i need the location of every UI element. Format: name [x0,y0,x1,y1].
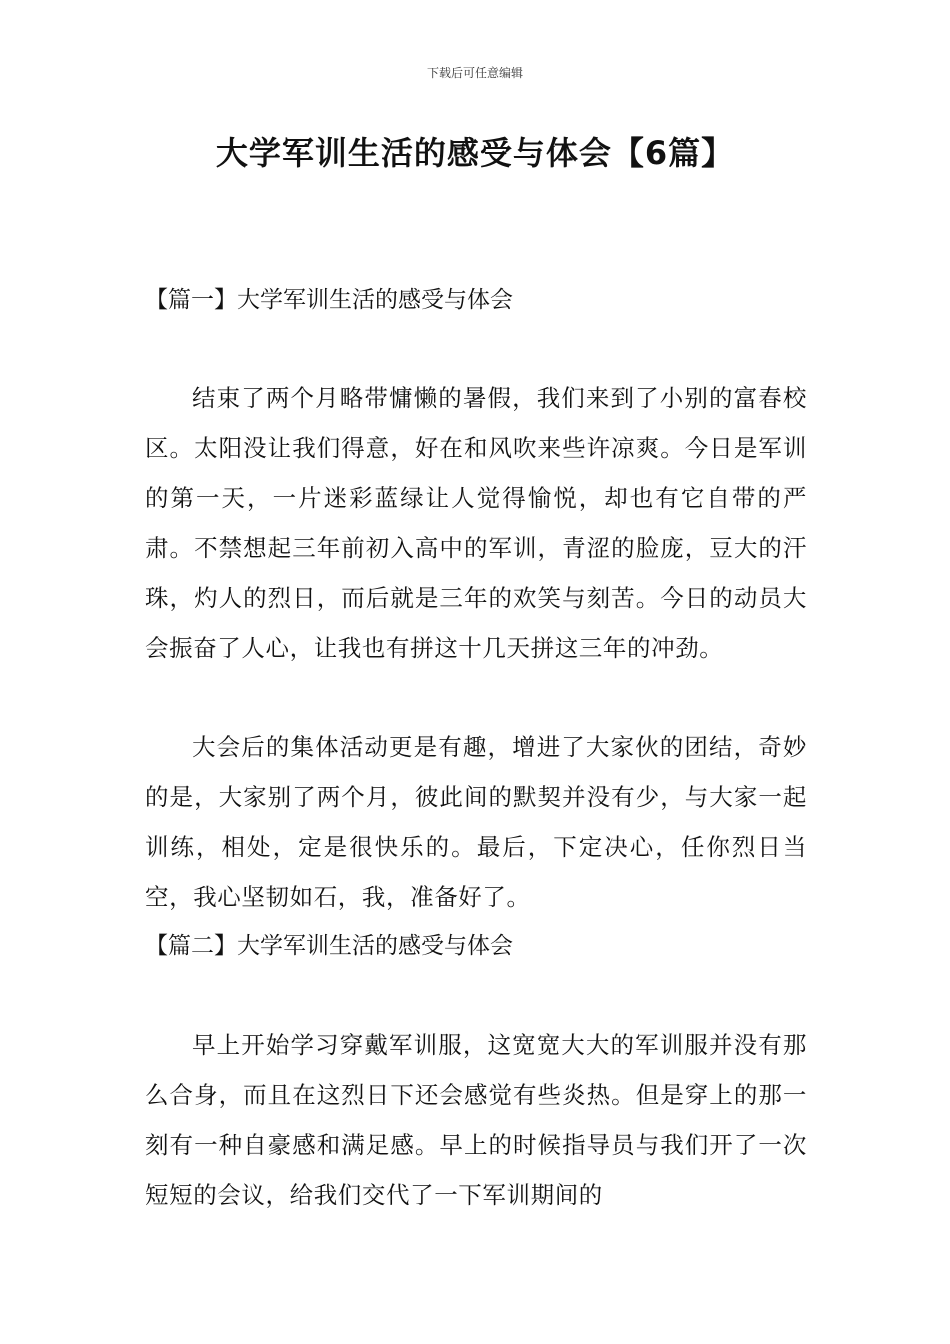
document-title: 大学军训生活的感受与体会【6篇】 [215,134,735,172]
section-2-paragraph-1: 早上开始学习穿戴军训服，这宽宽大大的军训服并没有那么合身，而且在这烈日下还会感觉有些炎热。但是穿上的那一刻有一种自豪感和满足感。早上的时候指导员与我们开了一次短短的会议，给我们交代了一下军训期间的 [145,1031,807,1209]
header-note: 下载后可任意编辑 [426,66,523,80]
section-heading-1: 【篇一】大学军训生活的感受与体会 [145,287,513,313]
section-1-paragraph-2: 大会后的集体活动更是有趣，增进了大家伙的团结，奇妙的是，大家别了两个月，彼此间的默契并没有少，与大家一起训练，相处，定是很快乐的。最后，下定决心，任你烈日当空，我心坚韧如石，我，准备好了。 [145,733,807,911]
section-1-paragraph-1: 结束了两个月略带慵懒的暑假，我们来到了小别的富春校区。太阳没让我们得意，好在和风吹来些许凉爽。今日是军训的第一天，一片迷彩蓝绿让人觉得愉悦，却也有它自带的严肃。不禁想起三年前初入高中的军训，青涩的脸庞，豆大的汗珠，灼人的烈日，而后就是三年的欢笑与刻苦。今日的动员大会振奋了人心，让我也有拼这十几天拼这三年的冲劲。 [145,384,807,662]
section-heading-2: 【篇二】大学军训生活的感受与体会 [145,933,513,959]
